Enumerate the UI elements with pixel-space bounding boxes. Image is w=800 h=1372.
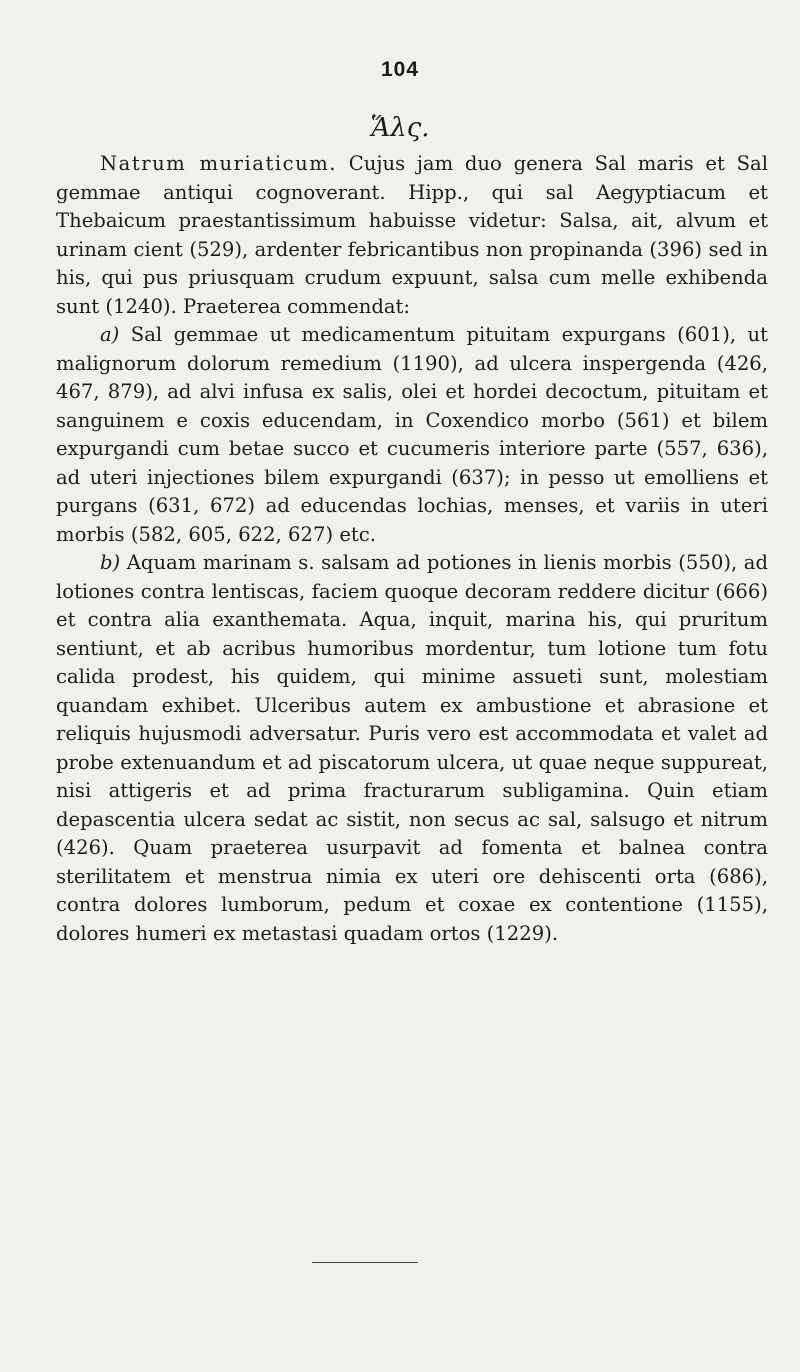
page-number: 104 [380,58,420,81]
paragraph-b [56,549,768,948]
body-text [56,150,768,948]
paragraph-a [56,321,768,549]
paragraph-a-text: Sal gemmae ut medicamentum pituitam expurgans (601), ut malignorum dolorum remedium (1190), ad ulcera inspergenda (426, 467, 879), ad alvi infusa ex salis, olei et hordei decoctum, pituitam et sanguinem e coxis educendam, in Coxendico morbo (561) et bilem expurgandi cum betae succo et cucumeris interiore parte (557, 636), ad uteri injectiones bilem expurgandi (637); in pesso ut emolliens et purgans (631, 672) ad educendas lochias, menses, et variis in uteri morbis (582, 605, 622, 627) etc. [56,323,768,546]
closing-rule [312,1262,418,1263]
paragraph-b-text: Aquam marinam s. salsam ad potiones in lienis morbis (550), ad lotiones contra lentiscas, faciem quoque decoram reddere dicitur (666) et contra alia exanthemata. Aqua, inquit, marina his, qui pruritum sentiunt, et ab acribus humoribus mordentur, tum lotione tum fotu calida prodest, his quidem, qui minime assueti sunt, molestiam quandam exhibet. Ulceribus autem ex ambustione et abrasione et reliquis hujusmodi adversatur. Puris vero est accommodata et valet ad probe extenuandum et ad piscatorum ulcera, ut quae neque suppureat, nisi attigeris et ad prima fracturarum subligamina. Quin etiam depascentia ulcera sedat ac sistit, non secus ac sal, salsugo et nitrum (426). Quam praeterea usurpavit ad fomenta et balnea contra sterilitatem et menstrua nimia ex uteri ore dehiscenti orta (686), contra dolores lumborum, pedum et coxae ex contentione (1155), dolores humeri ex metastasi quadam ortos (1229). [56,551,768,945]
paragraph-intro [56,150,768,321]
paragraph-intro-text: Cujus jam duo genera Sal maris et Sal gemmae antiqui cognoverant. Hipp., qui sal Aegyptiacum et Thebaicum praestantissimum habuisse videtur: Salsa, ait, alvum et urinam cient (529), ardenter febricantibus non propinanda (396) sed in his, qui pus priusquam crudum expuunt, salsa cum melle exhibenda sunt (1240). Praeterea commendat: [56,152,768,318]
paragraph-a-marker: a) [100,323,120,346]
section-heading: Ἅλς. [370,113,430,143]
paragraph-b-marker: b) [100,551,121,574]
remedy-name: Natrum muriaticum. [100,152,338,175]
